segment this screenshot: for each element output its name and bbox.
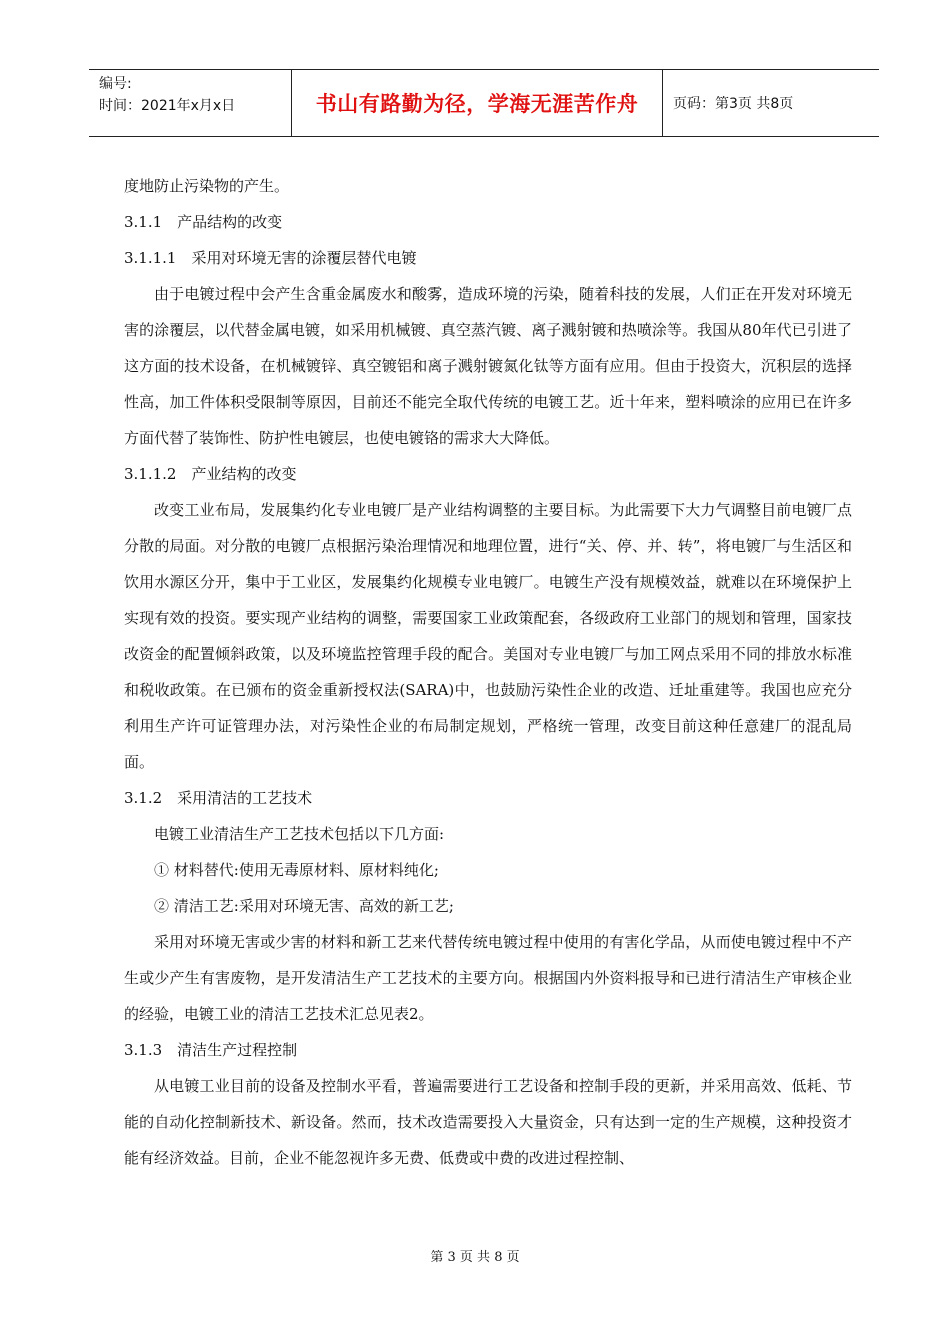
subsection-heading: 3.1.1.2 产业结构的改变 xyxy=(124,465,297,483)
section-heading: 3.1.3 清洁生产过程控制 xyxy=(124,1041,298,1059)
header-motto: 书山有路勤为径，学海无涯苦作舟 xyxy=(291,70,663,136)
paragraph: 由于电镀过程中会产生含重金属废水和酸雾，造成环境的污染，随着科技的发展，人们正在开发对环境无害的涂覆层，以代替金属电镀，如采用机械镀、真空蒸汽镀、离子溅射镀和热喷涂等。我国从80年代已引进了这方面的技术设备，在机械镀锌、真空镀铝和离子溅射镀氮化钛等方面有应用。但由于投资大，沉积层的选择性高，加工件体积受限制等原因，目前还不能完全取代传统的电镀工艺。近十年来，塑料喷涂的应用已在许多方面代替了装饰性、防护性电镀层，也使电镀铬的需求大大降低。 xyxy=(124,285,852,447)
section-heading: 3.1.2 采用清洁的工艺技术 xyxy=(124,789,313,807)
header-meta xyxy=(89,70,291,136)
header-page-code: 页码：第3页 共8页 xyxy=(673,96,794,112)
time-label: 时间：2021年x月x日 xyxy=(99,98,236,114)
number-label: 编号: xyxy=(99,76,132,92)
paragraph: 度地防止污染物的产生。 xyxy=(124,177,290,195)
paragraph: 改变工业布局，发展集约化专业电镀厂是产业结构调整的主要目标。为此需要下大力气调整目前电镀厂点分散的局面。对分散的电镀厂点根据污染治理情况和地理位置，进行“关、停、并、转”，将电镀厂与生活区和饮用水源区分开，集中于工业区，发展集约化规模专业电镀厂。电镀生产没有规模效益，就难以在环境保护上实现有效的投资。要实现产业结构的调整，需要国家工业政策配套，各级政府工业部门的规划和管理，国家技改资金的配置倾斜政策，以及环境监控管理手段的配合。美国对专业电镀厂与加工网点采用不同的排放水标准和税收政策。在已颁布的资金重新授权法(SARA)中，也鼓励污染性企业的改造、迁址重建等。我国也应充分利用生产许可证管理办法，对污染性企业的布局制定规划，严格统一管理，改变目前这种任意建厂的混乱局面。 xyxy=(124,501,852,771)
list-item: ② 清洁工艺:采用对环境无害、高效的新工艺; xyxy=(154,897,454,915)
section-heading: 3.1.1 产品结构的改变 xyxy=(124,213,283,231)
document-body xyxy=(124,168,852,1176)
list-item: ① 材料替代:使用无毒原材料、原材料纯化; xyxy=(154,861,439,879)
page-header xyxy=(89,69,879,137)
page-footer: 第 3 页 共 8 页 xyxy=(430,1250,520,1265)
subsection-heading: 3.1.1.1 采用对环境无害的涂覆层替代电镀 xyxy=(124,249,417,267)
paragraph: 采用对环境无害或少害的材料和新工艺来代替传统电镀过程中使用的有害化学品，从而使电镀过程中不产生或少产生有害废物，是开发清洁生产工艺技术的主要方向。根据国内外资料报导和已进行清洁生产审核企业的经验，电镀工业的清洁工艺技术汇总见表2。 xyxy=(124,933,852,1023)
paragraph: 从电镀工业目前的设备及控制水平看，普遍需要进行工艺设备和控制手段的更新，并采用高效、低耗、节能的自动化控制新技术、新设备。然而，技术改造需要投入大量资金，只有达到一定的生产规模，这种投资才能有经济效益。目前，企业不能忽视许多无费、低费或中费的改进过程控制、 xyxy=(124,1077,852,1167)
paragraph: 电镀工业清洁生产工艺技术包括以下几方面: xyxy=(154,825,445,843)
